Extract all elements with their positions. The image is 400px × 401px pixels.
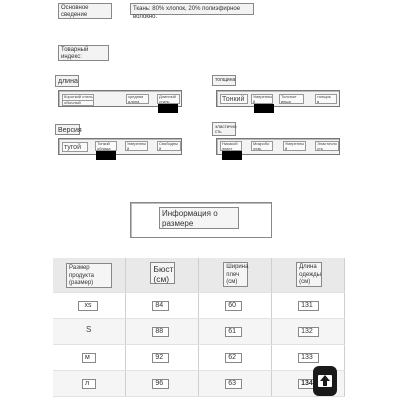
version-option-slim[interactable]: Тонкий облада	[95, 141, 117, 151]
version-title: Версия	[55, 124, 80, 135]
thickness-option-thick[interactable]: Толстые вещи	[279, 94, 304, 104]
version-option-loose[interactable]: Свободны й	[157, 141, 181, 151]
thickness-options-group	[216, 90, 340, 107]
length-selected-marker	[158, 104, 178, 113]
header-cell-length	[272, 258, 345, 293]
scroll-to-top-button[interactable]	[313, 366, 337, 396]
size-info-panel	[130, 202, 272, 238]
header-size-label: Размер продукта (размер)	[66, 263, 112, 288]
elasticity-option-moderate[interactable]: Умеренны й	[285, 141, 305, 151]
elasticity-selected-marker	[222, 151, 242, 160]
size-cell: л	[82, 379, 96, 389]
thickness-option-moderate[interactable]: Умеренны й	[253, 94, 273, 104]
header-cell-size	[53, 258, 126, 293]
elasticity-option-micro[interactable]: Микробо лезь	[251, 141, 273, 151]
length-option-normal[interactable]: обычный	[62, 100, 94, 106]
bust-cell: 92	[152, 353, 169, 363]
size-cell: xs	[78, 301, 98, 311]
product-index-label: Товарный индекс:	[58, 45, 109, 61]
version-selected-marker	[96, 151, 116, 160]
size-cell: м	[82, 353, 96, 363]
version-options-group	[58, 138, 182, 155]
home-up-arrow-icon	[313, 366, 337, 396]
size-table	[53, 258, 345, 397]
length-title: длина	[55, 75, 79, 87]
shoulder-cell: 61	[225, 327, 242, 337]
basic-info-label: Основное сведение	[58, 3, 112, 19]
shoulder-cell: 63	[225, 379, 242, 389]
length-cell: 131	[298, 301, 319, 311]
bust-cell: 88	[152, 327, 169, 337]
version-option-tight[interactable]: тугой	[62, 142, 88, 152]
fabric-composition-text: Ткань: 80% хлопок, 20% полиэфирное волокно.	[130, 3, 254, 15]
length-option-short[interactable]: Короткий стиль	[64, 94, 93, 99]
header-length-label: Длина одежды (см)	[296, 262, 322, 287]
shoulder-cell: 62	[225, 353, 242, 363]
table-row	[53, 371, 345, 397]
header-shoulder-label: Ширина плеч (см)	[223, 262, 248, 287]
bust-cell: 84	[152, 301, 169, 311]
thickness-option-thin[interactable]: Тонкий	[220, 94, 248, 104]
size-table-header-row	[53, 258, 345, 293]
elasticity-option-elastic[interactable]: Эластично сть	[315, 141, 339, 151]
size-info-label: Информация о размере	[159, 207, 239, 229]
length-cell: 133	[298, 353, 319, 363]
header-bust-label: Бюст (см)	[150, 262, 175, 284]
size-cell: S	[86, 325, 92, 334]
length-cell: 132	[298, 327, 319, 337]
bust-cell: 96	[152, 379, 169, 389]
elasticity-title: эластично сть	[212, 122, 236, 136]
header-cell-bust	[126, 258, 199, 293]
length-cell: 134	[298, 379, 319, 389]
elasticity-option-none[interactable]: Никакой эласт	[220, 141, 242, 151]
table-row	[53, 319, 345, 345]
length-option-medium[interactable]: средняя длина	[126, 94, 149, 104]
header-cell-shoulder	[199, 258, 272, 293]
thickness-selected-marker	[254, 104, 274, 113]
thickness-title: толщина	[212, 75, 236, 86]
thickness-option-extra[interactable]: толщиь в	[315, 94, 337, 104]
length-option-long[interactable]: Длинный стиль	[157, 94, 180, 104]
shoulder-cell: 60	[225, 301, 242, 311]
table-row	[53, 293, 345, 319]
version-option-moderate[interactable]: Умеренны й	[127, 141, 147, 151]
table-row	[53, 345, 345, 371]
